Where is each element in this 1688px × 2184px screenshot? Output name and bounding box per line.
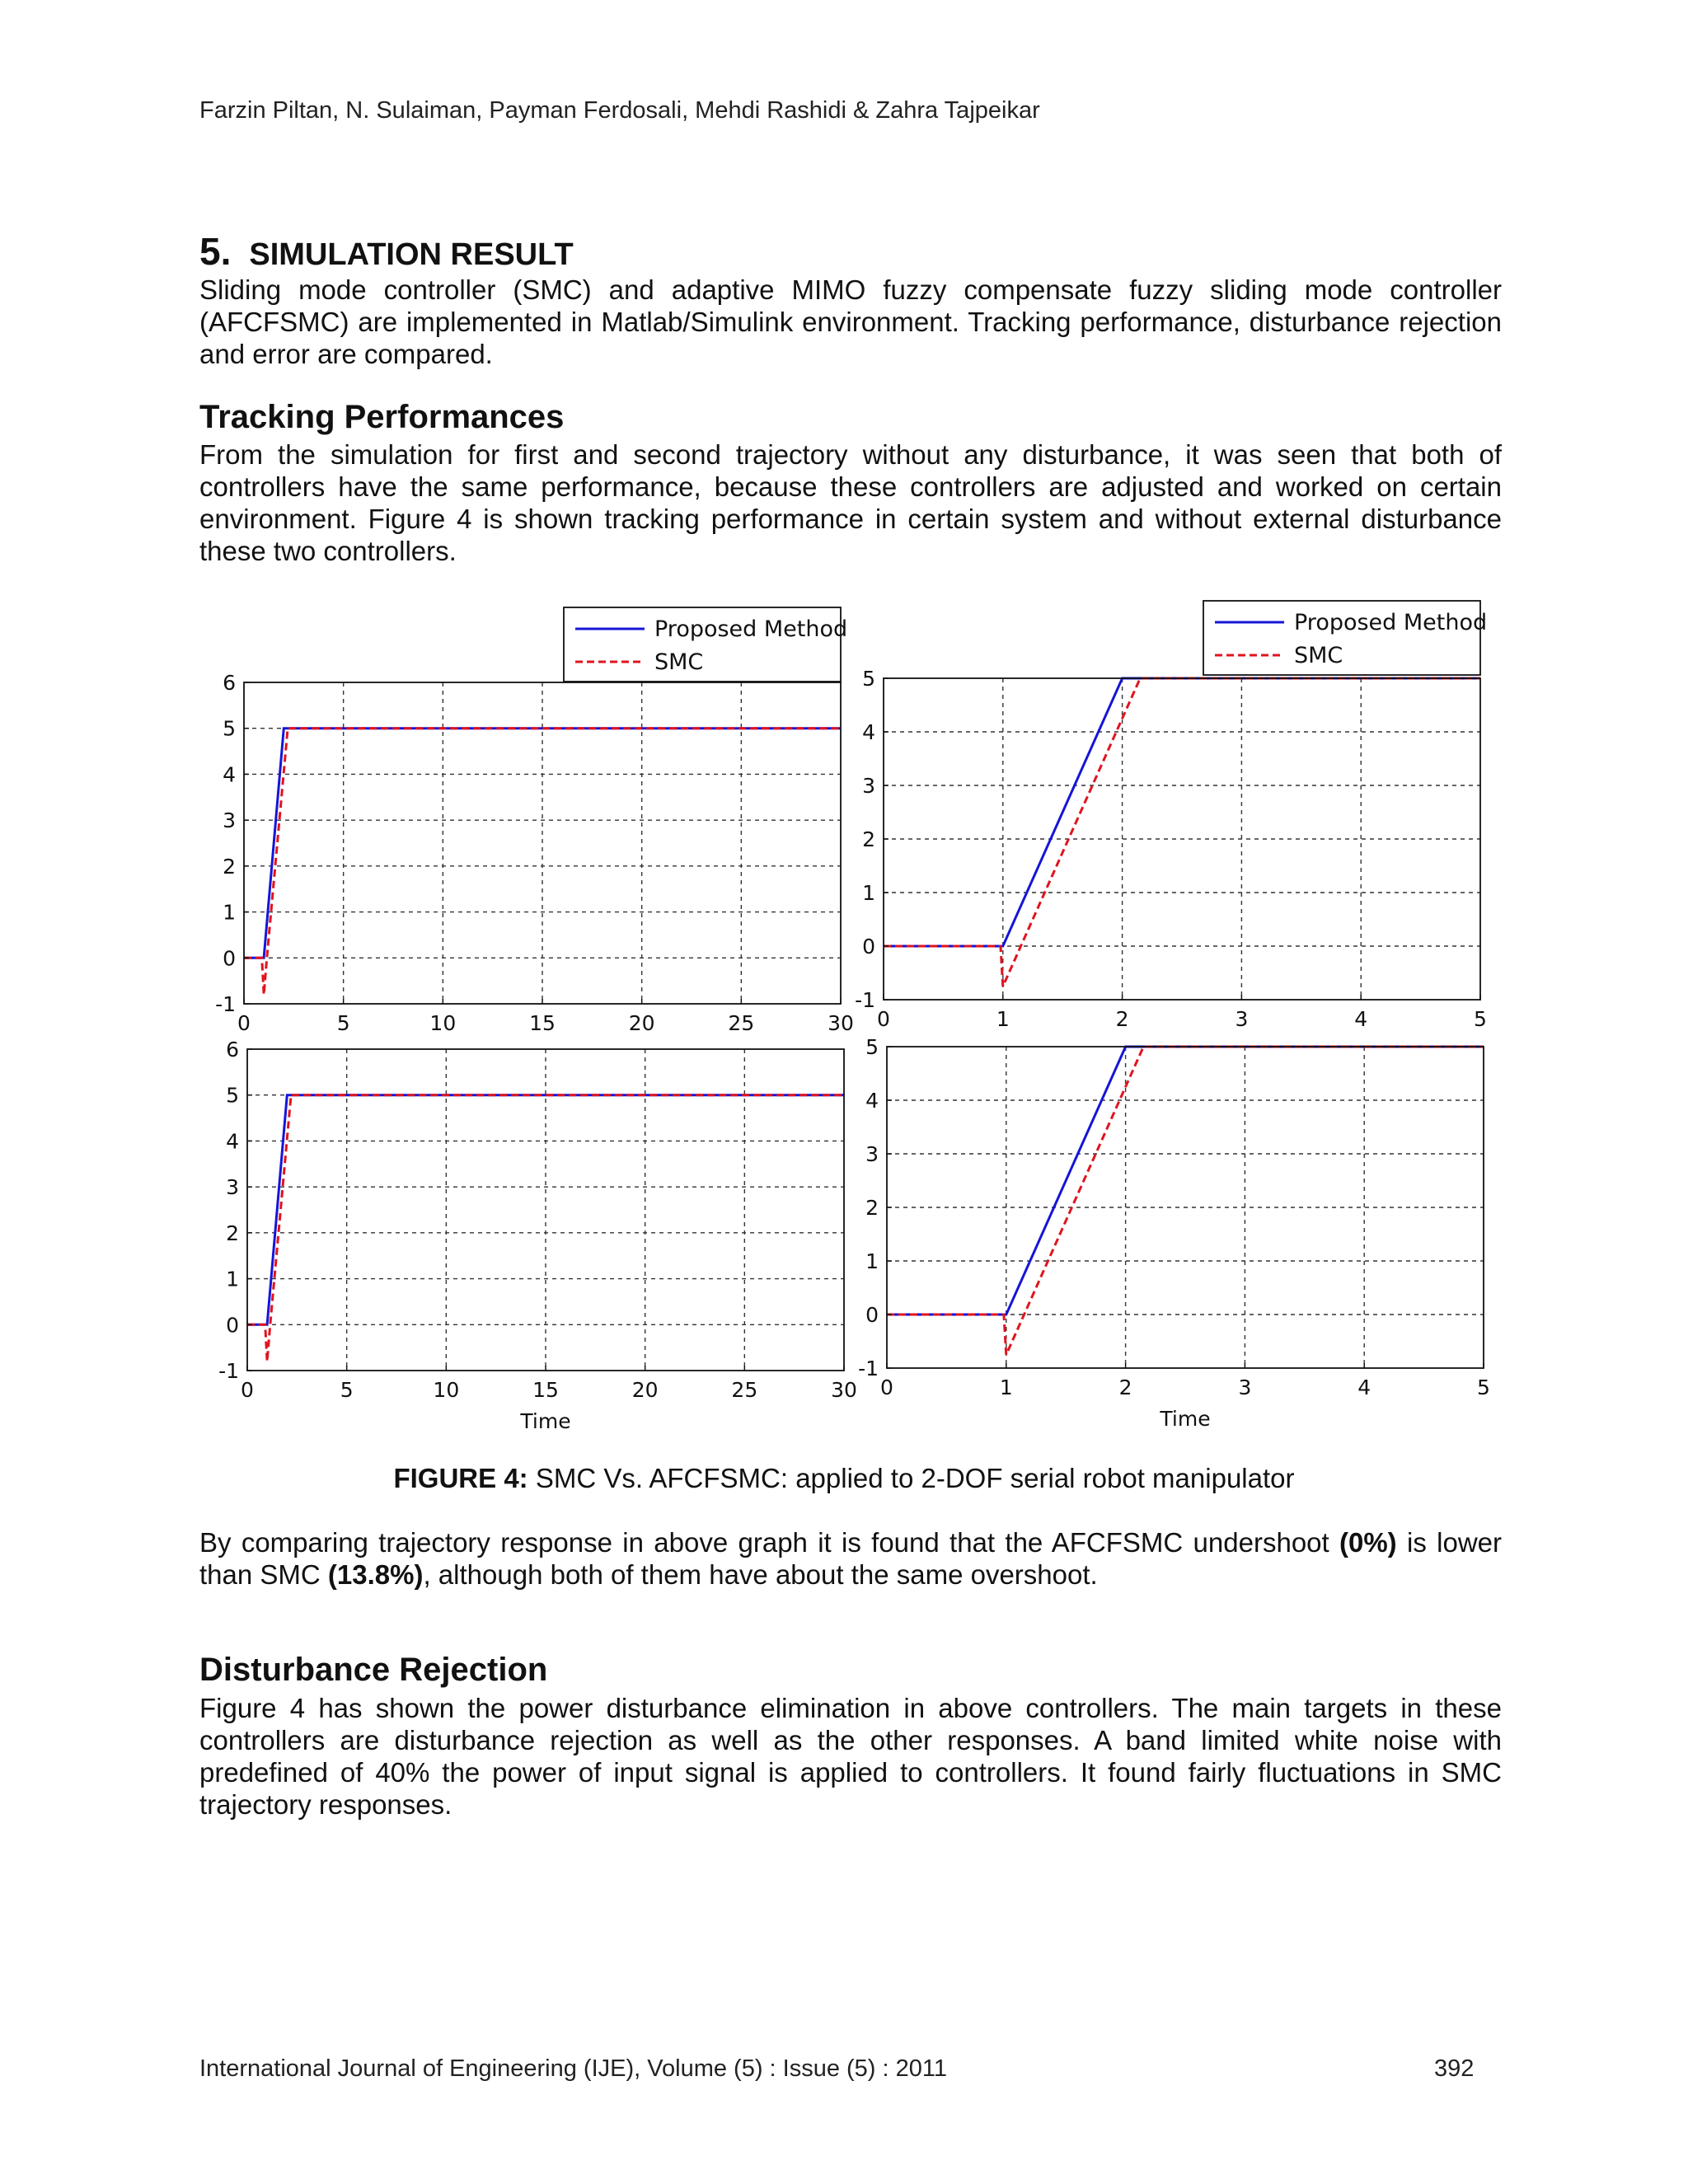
plot-bottom-right-xtick-label: 4 bbox=[1357, 1376, 1372, 1399]
plot-top-left-legend-label-proposed: Proposed Method bbox=[654, 616, 848, 642]
plot-bottom-left-ytick-label: 3 bbox=[226, 1175, 239, 1200]
figure-caption-text: SMC Vs. AFCFSMC: applied to 2-DOF serial robot manipulator bbox=[528, 1463, 1295, 1493]
intro-paragraph: Sliding mode controller (SMC) and adaptive MIMO fuzzy compensate fuzzy sliding mode controller (AFCFSMC) are implemented in Matlab/Simulink environment. Tracking performance, disturbance rejection and error are compared. bbox=[199, 274, 1502, 369]
plot-top-right-ytick-label: 2 bbox=[862, 827, 875, 851]
plot-top-right-xtick-label: 5 bbox=[1474, 1007, 1487, 1031]
disturbance-heading: Disturbance Rejection bbox=[199, 1652, 548, 1688]
plot-bottom-right-ytick-label: 2 bbox=[865, 1196, 879, 1220]
plot-top-right-xtick-label: 2 bbox=[1115, 1007, 1129, 1031]
plot-bottom-right-xtick-label: 5 bbox=[1477, 1376, 1490, 1399]
plot-top-right-legend-label-proposed: Proposed Method bbox=[1294, 610, 1488, 635]
plot-top-right-xtick-label: 4 bbox=[1354, 1007, 1368, 1031]
plot-bottom-right-xtick-label: 1 bbox=[999, 1376, 1013, 1399]
plot-top-right-xtick-label: 0 bbox=[877, 1007, 890, 1031]
plot-top-left-ytick-label: 5 bbox=[223, 716, 236, 741]
plot-top-right-legend-label-smc: SMC bbox=[1294, 643, 1343, 668]
plot-top-right-ytick-label: 0 bbox=[862, 935, 875, 958]
plot-bottom-right-ytick-label: -1 bbox=[858, 1357, 879, 1380]
plot-bottom-right-ytick-label: 3 bbox=[865, 1142, 879, 1166]
comparison-text-3: , although both of them have about the same overshoot. bbox=[423, 1559, 1098, 1590]
plot-bottom-left-xtick-label: 5 bbox=[340, 1378, 354, 1402]
comparison-paragraph bbox=[199, 1526, 1502, 1591]
plot-bottom-right-xtick-label: 3 bbox=[1238, 1376, 1252, 1399]
plot-top-left-xtick-label: 20 bbox=[628, 1011, 655, 1035]
plot-bottom-left-xtick-label: 10 bbox=[433, 1378, 460, 1402]
plot-bottom-right-ytick-label: 5 bbox=[865, 1035, 879, 1059]
comparison-text-2: is lower than SMC bbox=[199, 1527, 1502, 1590]
plot-top-right-ytick-label: 1 bbox=[862, 881, 875, 905]
plot-top-left-xtick-label: 15 bbox=[529, 1011, 556, 1035]
section-heading bbox=[199, 229, 574, 274]
section-title: SIMULATION RESULT bbox=[249, 237, 574, 272]
plot-top-right-xtick-label: 1 bbox=[996, 1007, 1010, 1031]
afcfsmc-undershoot-value: (0%) bbox=[1339, 1527, 1397, 1558]
plot-bottom-left-xtick-label: 30 bbox=[831, 1378, 857, 1402]
footer-page-number: 392 bbox=[1434, 2055, 1475, 2082]
plot-top-left-ytick-label: 6 bbox=[223, 671, 236, 695]
plot-bottom-left-xtick-label: 20 bbox=[631, 1378, 659, 1402]
plot-top-right-ytick-label: -1 bbox=[855, 988, 875, 1012]
figure-caption-label: FIGURE 4: bbox=[393, 1463, 528, 1493]
footer-journal: International Journal of Engineering (IJE), Volume (5) : Issue (5) : 2011 bbox=[199, 2055, 948, 2082]
plot-top-left-xtick-label: 0 bbox=[237, 1011, 251, 1035]
plot-top-left-legend-label-smc: SMC bbox=[654, 649, 704, 675]
plot-bottom-right-ytick-label: 0 bbox=[865, 1303, 879, 1327]
plot-bottom-left-xlabel: Time bbox=[520, 1409, 571, 1433]
plot-bottom-right-xtick-label: 2 bbox=[1118, 1376, 1132, 1399]
plot-bottom-left-ytick-label: 6 bbox=[226, 1038, 239, 1062]
smc-undershoot-value: (13.8%) bbox=[327, 1559, 424, 1590]
plot-bottom-left-xtick-label: 15 bbox=[532, 1378, 559, 1402]
plot-bottom-right-xtick-label: 0 bbox=[880, 1376, 893, 1399]
plot-bottom-left-ytick-label: 0 bbox=[226, 1313, 239, 1338]
figure-4-plots bbox=[190, 589, 1508, 1455]
disturbance-paragraph: Figure 4 has shown the power disturbance elimination in above controllers. The main targets in these controllers are disturbance rejection as well as the other responses. A band limited white noise with predefined of 40% the power of input signal is applied to controllers. It found fairly fluctuations in SMC trajectory responses. bbox=[199, 1693, 1502, 1820]
plot-top-left-xtick-label: 10 bbox=[429, 1011, 457, 1035]
plot-bottom-right-ytick-label: 4 bbox=[865, 1089, 879, 1113]
plot-bottom-left-xtick-label: 0 bbox=[241, 1378, 254, 1402]
plot-top-left-xtick-label: 30 bbox=[828, 1011, 854, 1035]
comparison-text-1: By comparing trajectory response in above graph it is found that the AFCFSMC undershoot bbox=[199, 1527, 1339, 1558]
plot-top-right-xtick-label: 3 bbox=[1235, 1007, 1249, 1031]
plot-bottom-left-ytick-label: 1 bbox=[226, 1267, 239, 1291]
plot-top-left-ytick-label: -1 bbox=[215, 992, 236, 1016]
plot-top-right-ytick-label: 3 bbox=[862, 774, 875, 798]
plot-bottom-right-ytick-label: 1 bbox=[865, 1249, 879, 1273]
plot-top-right-ytick-label: 5 bbox=[862, 667, 875, 691]
plot-top-left-ytick-label: 2 bbox=[223, 854, 236, 879]
plot-bottom-left-xtick-label: 25 bbox=[731, 1378, 758, 1402]
plot-bottom-left-ytick-label: 2 bbox=[226, 1221, 239, 1245]
figure-4 bbox=[190, 589, 1508, 1455]
plot-top-left-xtick-label: 5 bbox=[336, 1011, 350, 1035]
tracking-paragraph: From the simulation for first and second trajectory without any disturbance, it was seen that both of controllers have the same performance, because these controllers are adjusted and worked on certain environment. Figure 4 is shown tracking performance in certain system and without external disturbance these two controllers. bbox=[199, 439, 1502, 566]
plot-top-left-ytick-label: 0 bbox=[223, 946, 236, 971]
plot-top-left-ytick-label: 1 bbox=[223, 900, 236, 925]
plot-bottom-right-xlabel: Time bbox=[1160, 1407, 1211, 1431]
figure-caption bbox=[0, 1463, 1688, 1494]
tracking-heading: Tracking Performances bbox=[199, 399, 565, 435]
plot-top-left-ytick-label: 3 bbox=[223, 808, 236, 833]
running-header-authors: Farzin Piltan, N. Sulaiman, Payman Ferdosali, Mehdi Rashidi & Zahra Tajpeikar bbox=[199, 97, 1040, 124]
plot-bottom-left-ytick-label: 4 bbox=[226, 1129, 239, 1154]
section-number: 5. bbox=[199, 230, 232, 273]
plot-top-right-ytick-label: 4 bbox=[862, 720, 875, 744]
plot-top-left-xtick-label: 25 bbox=[728, 1011, 755, 1035]
plot-bottom-left-ytick-label: 5 bbox=[226, 1083, 239, 1108]
plot-bottom-left-ytick-label: -1 bbox=[218, 1359, 239, 1383]
plot-top-left-ytick-label: 4 bbox=[223, 762, 236, 787]
